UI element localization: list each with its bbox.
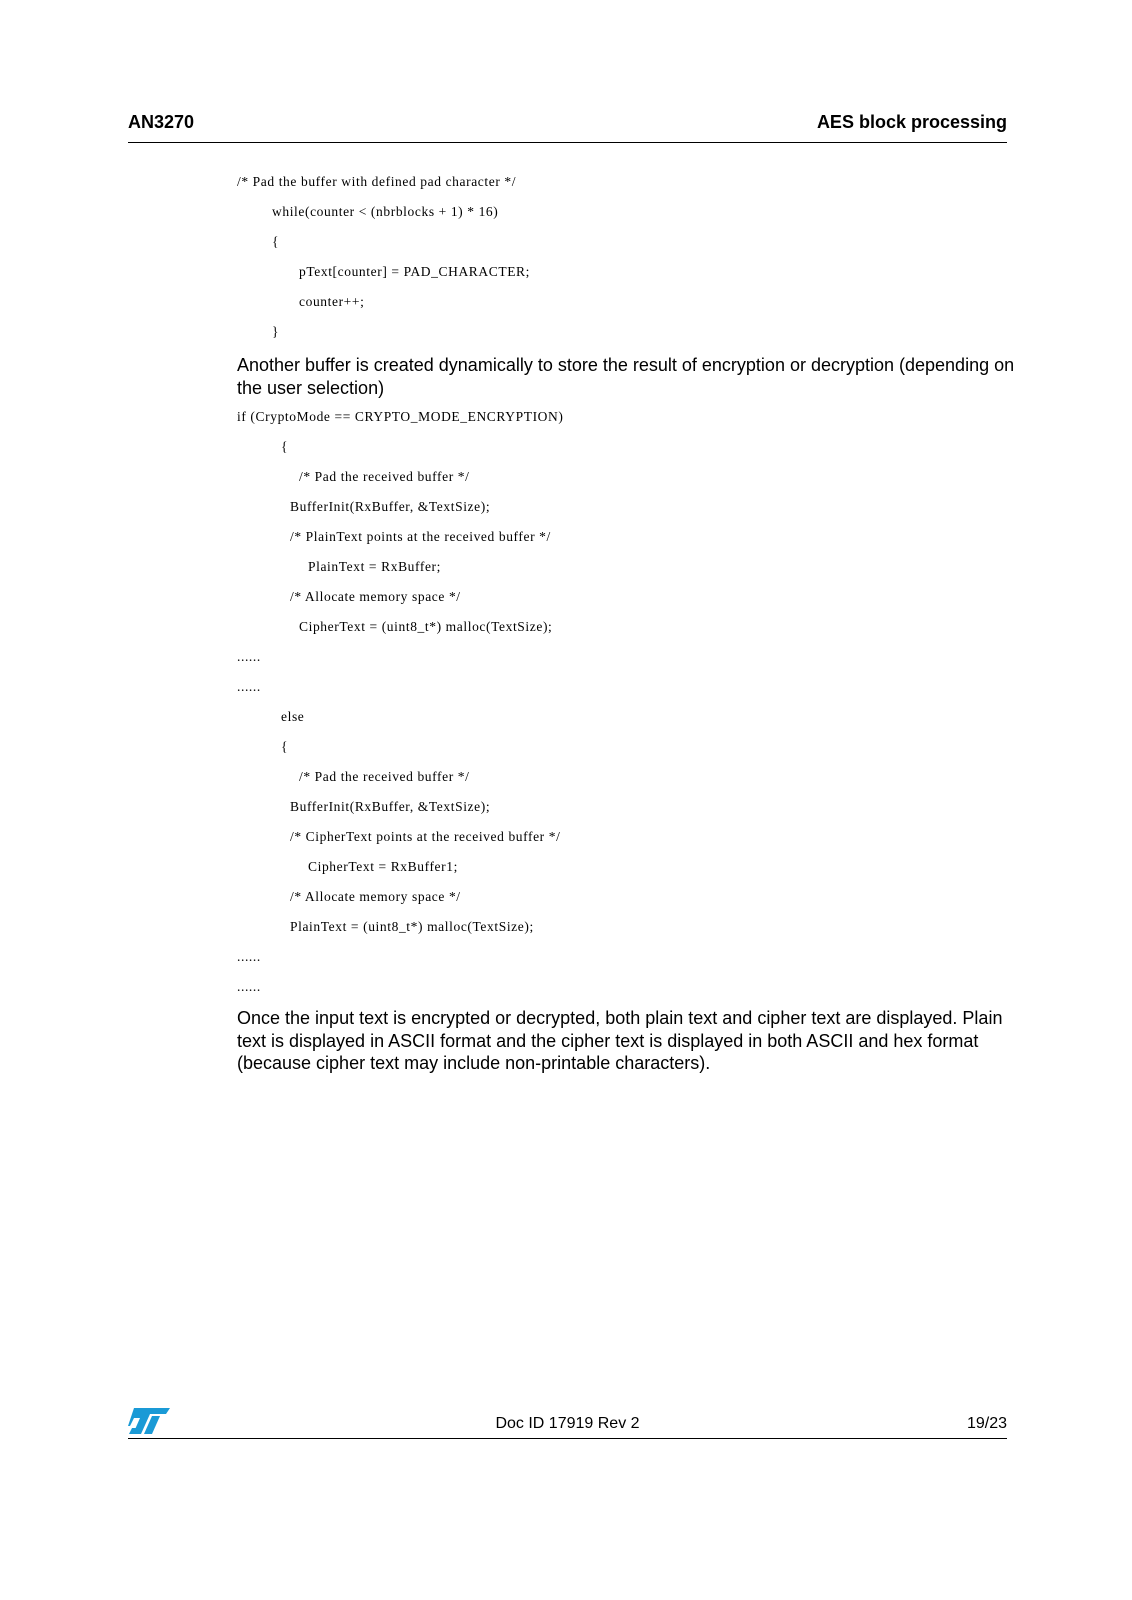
page-number: 19/23	[966, 1415, 1007, 1432]
code-line: /* Pad the buffer with defined pad character */	[237, 174, 517, 189]
code-line: else	[281, 709, 305, 724]
code-ellipsis: ......	[237, 979, 261, 994]
doc-code: AN3270	[128, 112, 195, 132]
section-title: AES block processing	[816, 112, 1007, 132]
code-line: /* Pad the received buffer */	[299, 769, 470, 784]
code-line: while(counter < (nbrblocks + 1) * 16)	[272, 204, 499, 219]
code-line: {	[281, 739, 289, 754]
page-footer	[128, 1400, 1007, 1439]
code-line: pText[counter] = PAD_CHARACTER;	[299, 264, 531, 279]
code-line: counter++;	[299, 294, 365, 309]
code-line: {	[281, 439, 289, 454]
paragraph-2: Once the input text is encrypted or decrypted, both plain text and cipher text are displayed. Plain text is displayed in ASCII format and the cipher text is displayed in both ASCII and hex format (because cipher text may include non-printable characters).	[237, 1008, 1003, 1073]
code-line: {	[272, 234, 280, 249]
paragraph-1: Another buffer is created dynamically to store the result of encryption or decryption (depending on the user selection)	[237, 355, 1015, 398]
doc-id: Doc ID 17919 Rev 2	[495, 1415, 640, 1432]
code-line: /* Allocate memory space */	[290, 589, 461, 604]
code-line: /* Pad the received buffer */	[299, 469, 470, 484]
code-line: PlainText = (uint8_t*) malloc(TextSize);	[290, 919, 534, 934]
code-line: CipherText = (uint8_t*) malloc(TextSize);	[299, 619, 553, 634]
code-line: PlainText = RxBuffer;	[308, 559, 442, 574]
code-line: BufferInit(RxBuffer, &TextSize);	[290, 499, 491, 514]
code-line: }	[272, 324, 280, 339]
code-line: /* Allocate memory space */	[290, 889, 461, 904]
code-line: /* CipherText points at the received buffer */	[290, 829, 561, 844]
page-header	[128, 108, 1007, 143]
code-line: CipherText = RxBuffer1;	[308, 859, 458, 874]
code-ellipsis: ......	[237, 949, 261, 964]
code-ellipsis: ......	[237, 649, 261, 664]
code-ellipsis: ......	[237, 679, 261, 694]
code-line: BufferInit(RxBuffer, &TextSize);	[290, 799, 491, 814]
code-line: /* PlainText points at the received buffer */	[290, 529, 551, 544]
code-line: if (CryptoMode == CRYPTO_MODE_ENCRYPTION)	[237, 409, 564, 424]
